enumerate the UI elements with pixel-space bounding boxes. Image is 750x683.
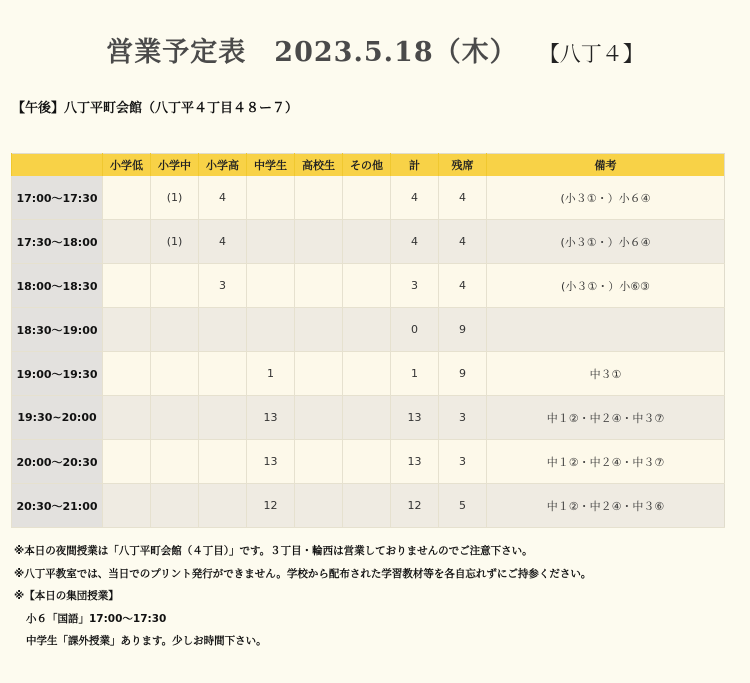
- table-cell: 13: [247, 440, 295, 484]
- table-cell: [295, 440, 343, 484]
- table-row: [12, 264, 725, 308]
- table-cell: [295, 176, 343, 220]
- table-cell: (1): [151, 220, 199, 264]
- table-cell: [103, 396, 151, 440]
- time-slot-cell: 18:00〜18:30: [12, 264, 103, 308]
- table-cell: (1): [151, 176, 199, 220]
- page-title: 営業予定表 2023.5.18（木）: [106, 37, 518, 68]
- table-cell: [103, 264, 151, 308]
- table-cell: [151, 484, 199, 528]
- table-cell: 4: [391, 176, 439, 220]
- table-cell: [199, 352, 247, 396]
- header-cell-elementary-low: 小学低: [103, 154, 151, 177]
- table-cell: 1: [247, 352, 295, 396]
- table-cell: [103, 352, 151, 396]
- table-cell: [247, 308, 295, 352]
- time-slot-cell: 20:30〜21:00: [12, 484, 103, 528]
- table-header-row: [12, 154, 725, 177]
- table-cell: 3: [439, 396, 487, 440]
- remarks-cell: [487, 308, 725, 352]
- table-cell: 3: [199, 264, 247, 308]
- table-row: [12, 484, 725, 528]
- header-cell-elementary-high: 小学高: [199, 154, 247, 177]
- table-cell: 4: [199, 176, 247, 220]
- table-cell: [343, 484, 391, 528]
- header-cell-junior-high: 中学生: [247, 154, 295, 177]
- table-row: [12, 396, 725, 440]
- table-cell: 5: [439, 484, 487, 528]
- notes-section: [14, 540, 591, 653]
- table-cell: [343, 440, 391, 484]
- table-cell: [247, 264, 295, 308]
- note-print-notice: ※八丁平教室では、当日でのプリント発行ができません。学校から配布された学習教材等を各自忘れずにご持参ください。: [14, 567, 592, 580]
- table-row: [12, 308, 725, 352]
- table-cell: 4: [391, 220, 439, 264]
- table-cell: [295, 308, 343, 352]
- table-cell: 13: [247, 396, 295, 440]
- table-cell: [343, 308, 391, 352]
- table-cell: 12: [391, 484, 439, 528]
- table-cell: [295, 396, 343, 440]
- remarks-cell: 中３①: [487, 352, 725, 396]
- note-venue-notice: ※本日の夜間授業は「八丁平町会館（４丁目）」です。３丁目・輪西は営業しておりませんのでご注意下さい。: [14, 545, 533, 557]
- header-cell-high-school: 高校生: [295, 154, 343, 177]
- table-cell: 4: [439, 264, 487, 308]
- table-cell: 9: [439, 352, 487, 396]
- table-cell: 0: [391, 308, 439, 352]
- table-cell: 12: [247, 484, 295, 528]
- note-group-class-item: 小６「国語」17:00〜17:30: [26, 612, 167, 625]
- remarks-cell: (小３①・）小⑥③: [487, 264, 725, 308]
- time-slot-cell: 17:00〜17:30: [12, 176, 103, 220]
- time-slot-cell: 18:30〜19:00: [12, 308, 103, 352]
- table-cell: [247, 176, 295, 220]
- table-cell: [199, 396, 247, 440]
- time-slot-cell: 17:30〜18:00: [12, 220, 103, 264]
- table-cell: 3: [391, 264, 439, 308]
- table-cell: [343, 176, 391, 220]
- table-cell: [343, 220, 391, 264]
- header-cell-total: 計: [391, 154, 439, 177]
- table-cell: [103, 220, 151, 264]
- table-cell: [343, 264, 391, 308]
- time-slot-cell: 19:00〜19:30: [12, 352, 103, 396]
- note-group-class-heading: ※【本日の集団授業】: [14, 590, 119, 603]
- page-header: [0, 30, 750, 69]
- table-cell: [343, 396, 391, 440]
- header-cell-elementary-mid: 小学中: [151, 154, 199, 177]
- table-cell: [103, 176, 151, 220]
- table-row: [12, 440, 725, 484]
- table-cell: [343, 352, 391, 396]
- table-cell: [199, 484, 247, 528]
- header-cell-remaining-seats: 残席: [439, 154, 487, 177]
- table-cell: [295, 484, 343, 528]
- table-row: [12, 352, 725, 396]
- remarks-cell: (小３①・）小６④: [487, 176, 725, 220]
- venue-label: 【午後】八丁平町会館（八丁平４丁目４８ー７）: [12, 101, 299, 116]
- table-cell: [151, 396, 199, 440]
- table-cell: 13: [391, 440, 439, 484]
- remarks-cell: (小３①・）小６④: [487, 220, 725, 264]
- table-cell: [295, 264, 343, 308]
- table-cell: 9: [439, 308, 487, 352]
- table-cell: [295, 352, 343, 396]
- location-tag: 【八丁４】: [538, 42, 644, 66]
- table-cell: [103, 440, 151, 484]
- header-cell-time: [12, 154, 103, 177]
- table-cell: [199, 308, 247, 352]
- table-row: [12, 176, 725, 220]
- time-slot-cell: 20:00〜20:30: [12, 440, 103, 484]
- header-cell-other: その他: [343, 154, 391, 177]
- table-row: [12, 220, 725, 264]
- table-cell: 4: [199, 220, 247, 264]
- table-cell: 4: [439, 220, 487, 264]
- table-cell: 3: [439, 440, 487, 484]
- header-cell-remarks: 備考: [487, 154, 725, 177]
- table-cell: 4: [439, 176, 487, 220]
- remarks-cell: 中１②・中２④・中３⑦: [487, 440, 725, 484]
- table-cell: 1: [391, 352, 439, 396]
- table-cell: 13: [391, 396, 439, 440]
- remarks-cell: 中１②・中２④・中３⑦: [487, 396, 725, 440]
- table-cell: [151, 264, 199, 308]
- table-cell: [103, 484, 151, 528]
- table-cell: [151, 308, 199, 352]
- table-cell: [151, 352, 199, 396]
- note-group-class-item: 中学生「課外授業」あります。少しお時間下さい。: [26, 635, 267, 648]
- remarks-cell: 中１②・中２④・中３⑥: [487, 484, 725, 528]
- table-cell: [247, 220, 295, 264]
- table-cell: [151, 440, 199, 484]
- table-cell: [103, 308, 151, 352]
- time-slot-cell: 19:30~20:00: [12, 396, 103, 440]
- table-cell: [199, 440, 247, 484]
- schedule-table: [11, 153, 725, 528]
- table-cell: [295, 220, 343, 264]
